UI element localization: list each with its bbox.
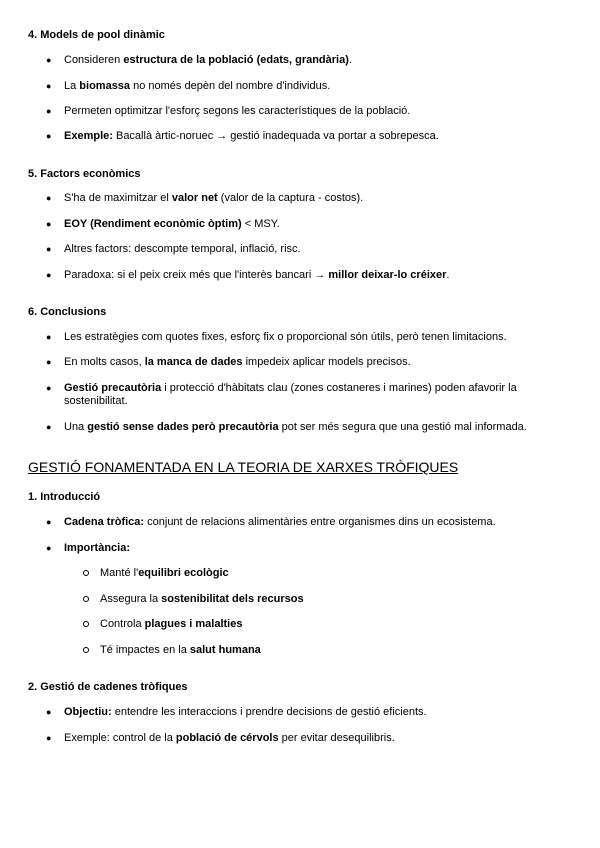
- list-item: Permeten optimitzar l'esforç segons les característiques de la població.: [64, 105, 411, 117]
- bullet-icon: ●: [46, 707, 52, 717]
- list-item: Altres factors: descompte temporal, inflació, risc.: [64, 243, 301, 255]
- section-heading: 2. Gestió de cadenes tròfiques: [28, 681, 188, 693]
- bullet-icon: ●: [46, 733, 52, 743]
- circle-bullet-icon: [83, 621, 89, 627]
- list-item: Exemple: control de la població de cérvols per evitar desequilibris.: [64, 732, 395, 744]
- list-item: Gestió precautòria i protecció d'hàbitats clau (zones costaneres i marines) poden afavorir la sostenibilitat.: [64, 382, 517, 407]
- list-item: Consideren estructura de la població (edats, grandària).: [64, 54, 352, 66]
- document-title: GESTIÓ FONAMENTADA EN LA TEORIA DE XARXES TRÒFIQUES: [28, 459, 459, 475]
- bullet-icon: ●: [46, 543, 52, 553]
- section-heading: 6. Conclusions: [28, 306, 107, 318]
- section-heading: 4. Models de pool dinàmic: [28, 29, 165, 41]
- list-item: Exemple: Bacallà àrtic-noruec → gestió inadequada va portar a sobrepesca.: [64, 130, 439, 142]
- bullet-icon: ●: [46, 219, 52, 229]
- list-item: Objectiu: entendre les interaccions i prendre decisions de gestió eficients.: [64, 706, 427, 718]
- list-item: Importància:: [64, 542, 131, 554]
- bullet-icon: ●: [46, 244, 52, 254]
- section-heading: 1. Introducció: [28, 491, 101, 503]
- list-item: Paradoxa: si el peix creix més que l'interès bancari → millor deixar-lo créixer.: [64, 269, 450, 281]
- section-heading: 5. Factors econòmics: [28, 168, 141, 180]
- sub-list-item: Manté l'equilibri ecològic: [100, 567, 229, 579]
- sub-list-item: Assegura la sostenibilitat dels recursos: [100, 593, 304, 605]
- bullet-icon: ●: [46, 422, 52, 432]
- list-item: EOY (Rendiment econòmic òptim) < MSY.: [64, 218, 280, 230]
- bullet-icon: ●: [46, 81, 52, 91]
- bullet-icon: ●: [46, 383, 52, 393]
- circle-bullet-icon: [83, 570, 89, 576]
- bullet-icon: ●: [46, 131, 52, 141]
- list-item: La biomassa no només depèn del nombre d'individus.: [64, 80, 331, 92]
- list-item: Les estratègies com quotes fixes, esforç fix o proporcional són útils, però tenen limitacions.: [64, 331, 507, 343]
- list-item: En molts casos, la manca de dades impedeix aplicar models precisos.: [64, 356, 411, 368]
- bullet-icon: ●: [46, 55, 52, 65]
- circle-bullet-icon: [83, 647, 89, 653]
- list-item: Una gestió sense dades però precautòria pot ser més segura que una gestió mal informada.: [64, 421, 527, 433]
- bullet-icon: ●: [46, 357, 52, 367]
- bullet-icon: ●: [46, 332, 52, 342]
- bullet-icon: ●: [46, 106, 52, 116]
- list-item: Cadena tròfica: conjunt de relacions alimentàries entre organismes dins un ecosistema.: [64, 516, 496, 528]
- sub-list-item: Controla plagues i malalties: [100, 618, 243, 630]
- bullet-icon: ●: [46, 517, 52, 527]
- circle-bullet-icon: [83, 596, 89, 602]
- sub-list-item: Té impactes en la salut humana: [100, 644, 261, 656]
- bullet-icon: ●: [46, 193, 52, 203]
- list-item: S'ha de maximitzar el valor net (valor de la captura - costos).: [64, 192, 364, 204]
- bullet-icon: ●: [46, 270, 52, 280]
